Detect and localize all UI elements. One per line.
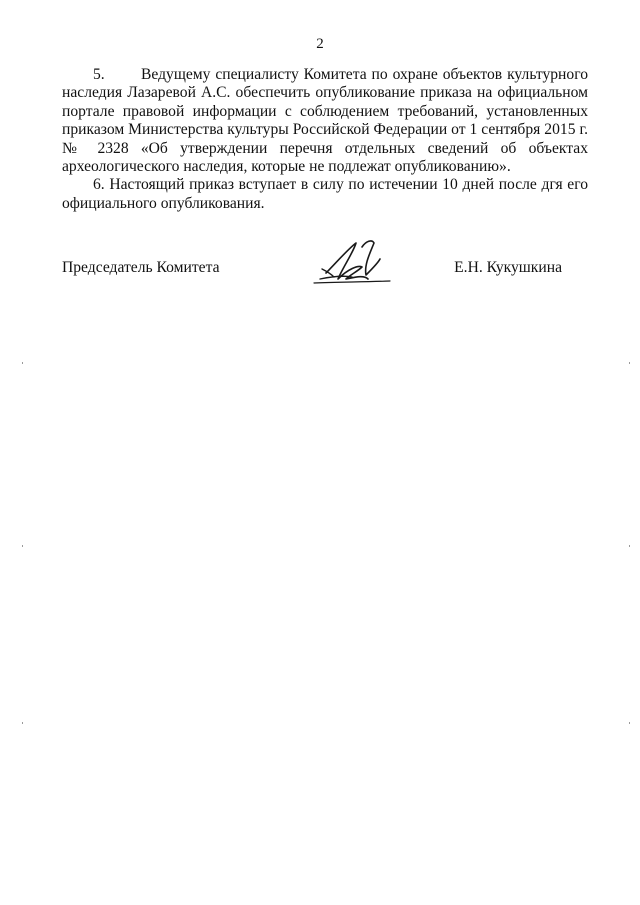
scan-edge-mark — [629, 545, 630, 547]
scan-edge-mark — [22, 722, 23, 724]
paragraph-5-text: Ведущему специалисту Комитета по охране объектов культурного наследия Лазаревой А.С. обеспечить опубликование приказа на официальном портале правовой информации с соблюдением требований, установленных приказом Министерства культуры Российской Федерации от 1 сентября 2015 г. № 2328 «Об утверждении перечня отдельных сведений об объектах археологического наследия, которые не подлежат опубликованию». — [62, 66, 588, 176]
page-number: 2 — [316, 36, 324, 52]
signatory-name: Е.Н. Кукушкина — [454, 259, 562, 276]
signatory-title: Председатель Комитета — [62, 259, 220, 276]
document-body — [62, 66, 588, 213]
scan-edge-mark — [22, 545, 23, 547]
scan-edge-mark — [629, 362, 630, 364]
paragraph-6: 6. Настоящий приказ вступает в силу по истечении 10 дней после дгя его официального опубликования. — [62, 176, 588, 212]
paragraph-5 — [62, 66, 588, 176]
handwritten-signature-icon — [304, 235, 404, 291]
scan-edge-mark — [629, 722, 630, 724]
paragraph-5-number: 5. — [93, 66, 105, 83]
signature-block — [62, 259, 588, 299]
scan-edge-mark — [22, 362, 23, 364]
